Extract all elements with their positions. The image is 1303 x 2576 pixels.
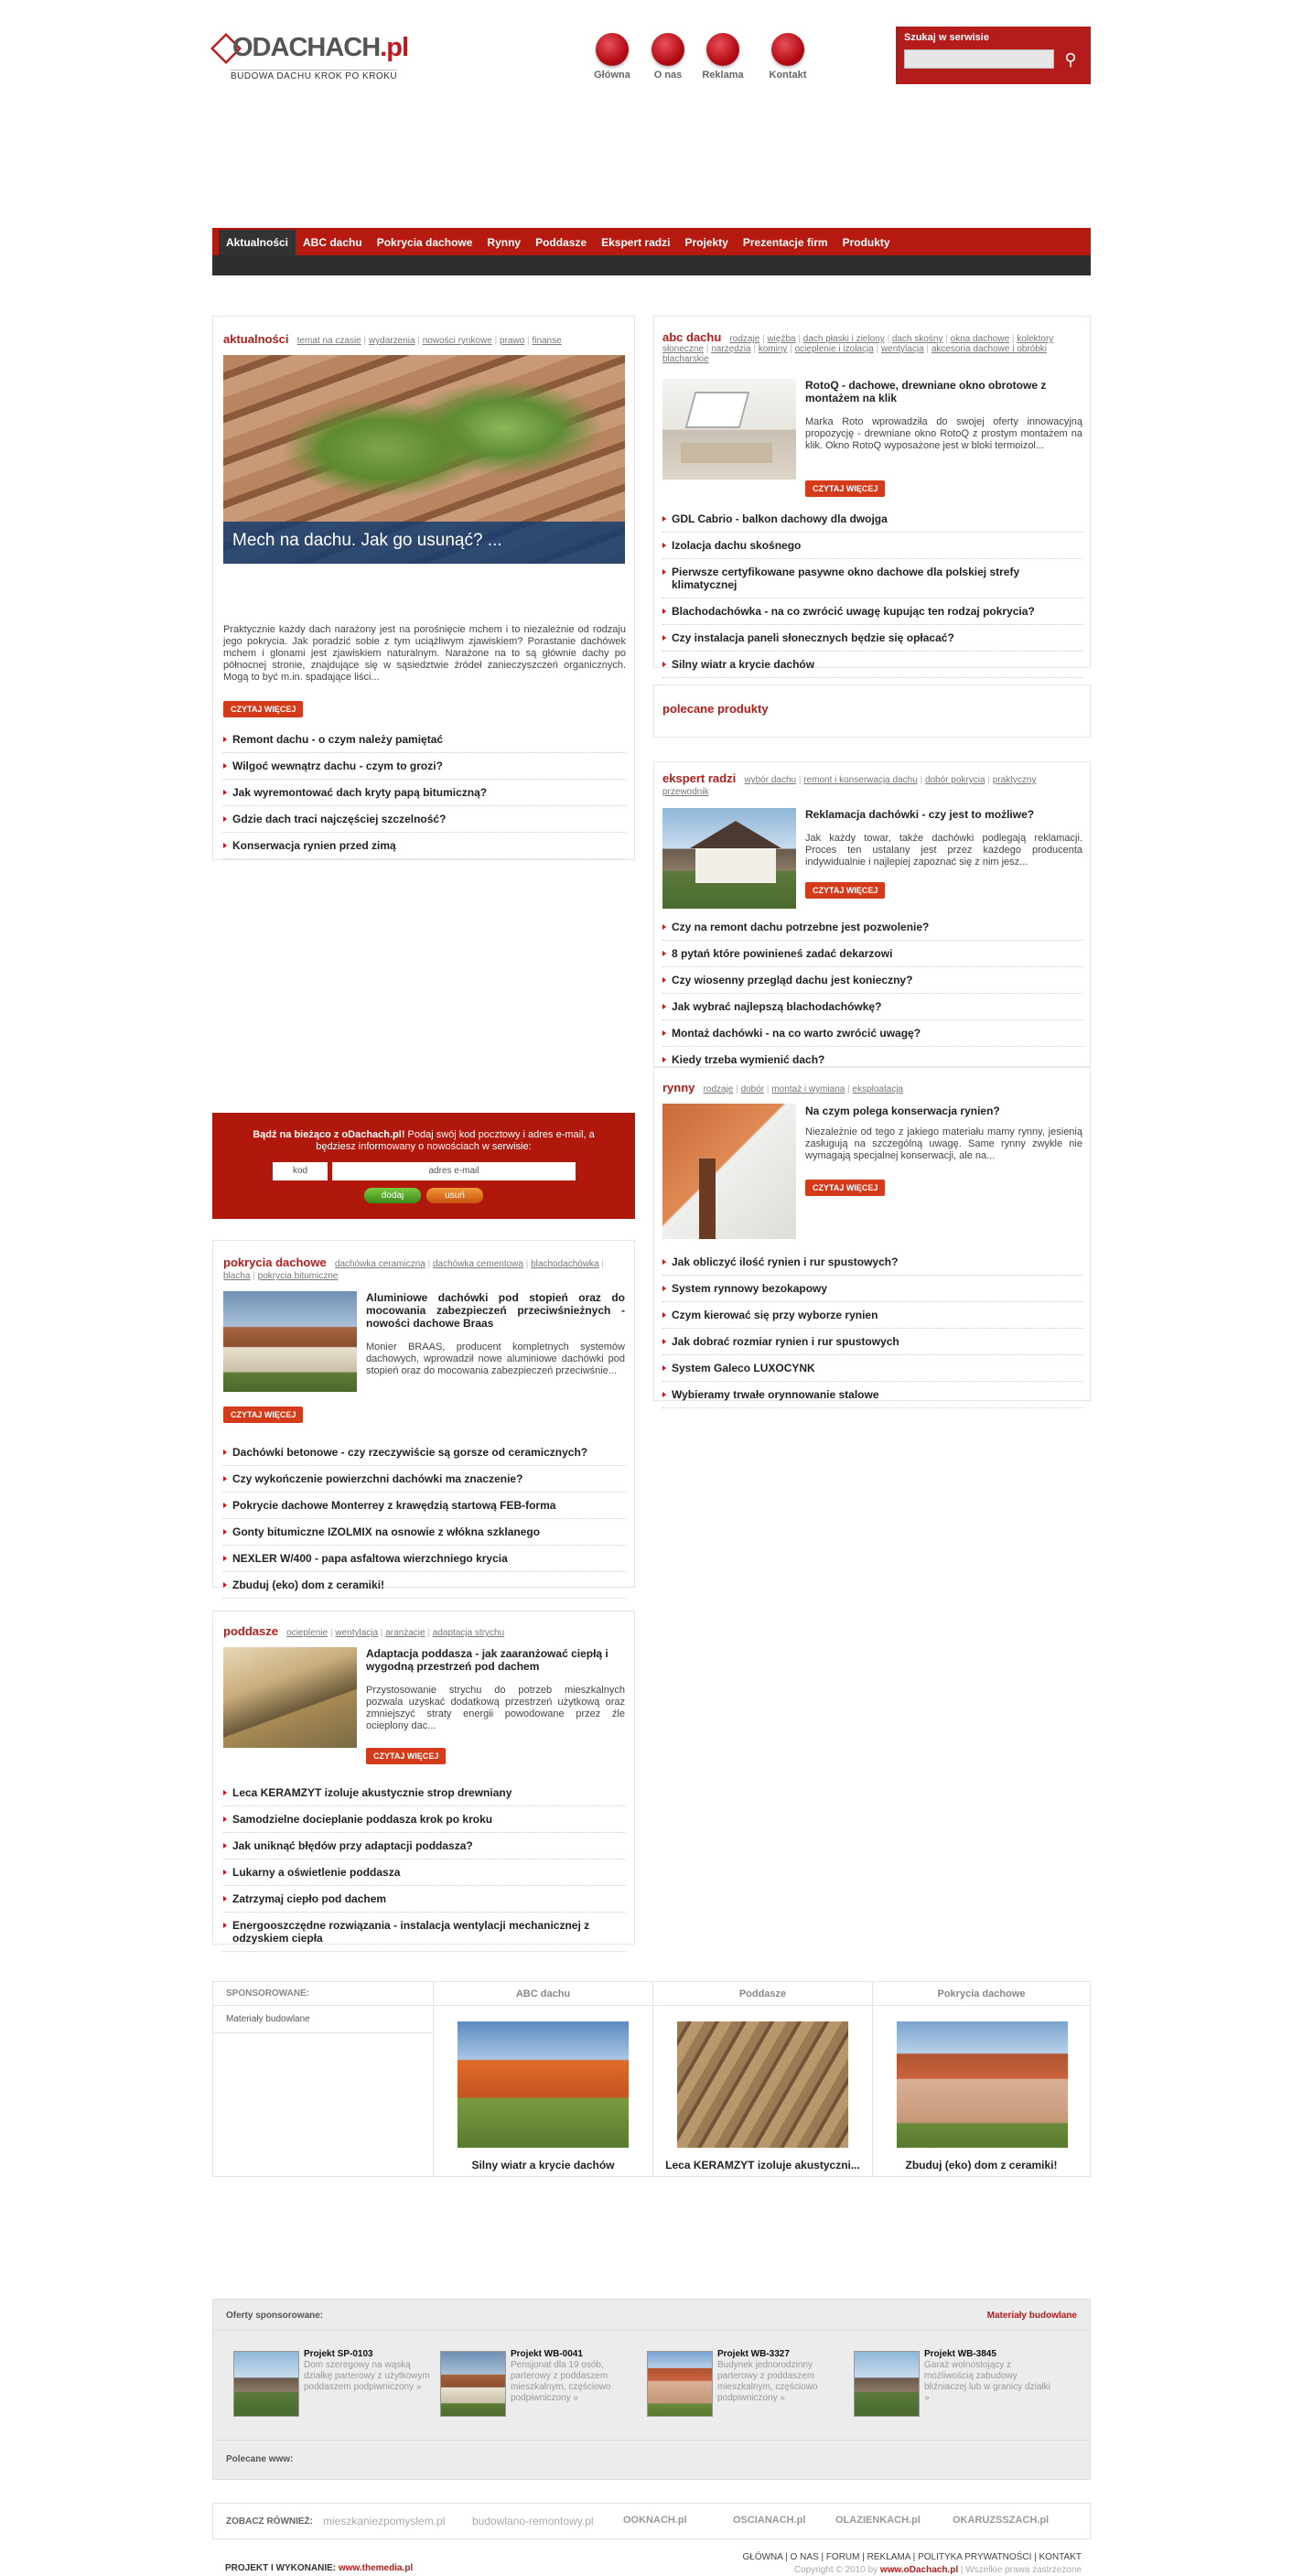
news-desc: Praktycznie każdy dach narażony jest na porośnięcie mchem i to niezależnie od rodzaju jego pokrycia. Jak poradzić sobie z tym uciążliwym zjawiskiem? Porastanie dachówek mchem i glonami jest zjawiskiem naturalnym. Narażone na to są głównie dachy po północnej stronie, znajdujące się w sąsiedztwie źródeł zanieczyszczeń organicznych. Mogą to być m.in. spadające liści... — [223, 624, 626, 683]
list-item[interactable]: Pierwsze certyfikowane pasywne okno dachowe dla polskiej strefy klimatycznej — [662, 559, 1083, 598]
news-hero-caption-bar — [223, 522, 625, 564]
sublink[interactable]: blachodachówka — [531, 1259, 599, 1269]
see-also-label: ZOBACZ RÓWNIEŻ: — [226, 2517, 313, 2527]
roofing-feature-image[interactable] — [223, 1291, 357, 1392]
list-item[interactable]: Czy wykończenie powierzchni dachówki ma znaczenie? — [223, 1466, 626, 1493]
sublink[interactable]: wentylacja — [880, 344, 924, 354]
sponsored-label: SPONSOROWANE: — [213, 1982, 433, 2006]
home-ball-icon — [596, 33, 629, 66]
list-item[interactable]: Konserwacja rynien przed zimą — [223, 833, 626, 859]
footer-link[interactable]: FORUM — [825, 2552, 860, 2562]
sublink[interactable]: temat na czasie — [296, 336, 361, 346]
gutters-panel — [653, 1067, 1091, 1401]
sponsored-image[interactable] — [897, 2021, 1068, 2148]
recommended-www-label: Polecane www: — [226, 2454, 294, 2464]
recommended-products-panel — [653, 684, 1091, 738]
search-input[interactable] — [904, 49, 1054, 69]
sublink[interactable]: kolektory słoneczne — [662, 334, 1054, 354]
expert-list — [662, 914, 1083, 1073]
attic-header — [223, 1624, 626, 1638]
mainnav-poddasze[interactable]: Poddasze — [535, 236, 587, 249]
list-item[interactable]: Energooszczędne rozwiązania - instalacja wentylacji mechanicznej z odzyskiem ciepła — [223, 1913, 626, 1952]
news-header — [223, 332, 626, 346]
nav-home[interactable]: Główna — [591, 33, 633, 82]
footer-link[interactable]: KONTAKT — [1039, 2552, 1082, 2562]
gutters-title: rynny — [662, 1081, 695, 1094]
list-item[interactable]: Czy wiosenny przegląd dachu jest konieczny? — [662, 967, 1083, 994]
sublink[interactable]: praktyczny przewodnik — [662, 775, 1037, 797]
sponsored-head: ABC dachu — [434, 1982, 652, 2006]
about-ball-icon — [652, 33, 684, 66]
gutters-list — [662, 1249, 1083, 1408]
postal-code-input[interactable]: kod — [273, 1162, 328, 1180]
offer-desc: Budynek jednorodzinny parterowy z poddaszem mieszkalnym, częściowo podpiwniczony » — [717, 2360, 818, 2403]
read-more-button[interactable]: CZYTAJ WIĘCEJ — [805, 480, 885, 497]
list-item[interactable]: Lukarny a oświetlenie poddasza — [223, 1859, 626, 1886]
footer-links: GŁÓWNA | O NAS | FORUM | REKLAMA | POLITYKA PRYWATNOŚCI | KONTAKT — [742, 2552, 1082, 2562]
offer-image[interactable] — [647, 2351, 713, 2417]
expert-panel — [653, 761, 1091, 1067]
offers-header — [213, 2300, 1090, 2331]
subscribe-button[interactable]: dodaj — [364, 1188, 421, 1203]
sublink[interactable]: blacha — [223, 1271, 251, 1281]
sublink[interactable]: wentylacja — [335, 1628, 379, 1638]
news-hero-image[interactable] — [223, 355, 625, 564]
attic-feature-desc: Przystosowanie strychu do potrzeb mieszkalnych pozwala uzyskać dodatkową przestrzeń użytkową oraz zmniejszyć straty energii powodowane przez źle ocieplony dac... — [366, 1685, 625, 1731]
roofing-list — [223, 1439, 626, 1599]
attic-title: poddasze — [223, 1624, 278, 1638]
sublink[interactable]: dach płaski i zielony — [802, 334, 885, 344]
offers-right-link[interactable]: Materiały budowlane — [986, 2311, 1077, 2321]
partner-site-link[interactable]: budowlano-remontowy.pl — [472, 2515, 594, 2527]
sublink[interactable]: ocieplenie — [286, 1628, 328, 1638]
offer-title[interactable]: Projekt WB-0041 — [511, 2349, 583, 2359]
offers-title: Oferty sponsorowane: — [226, 2311, 324, 2321]
list-item[interactable]: Jak wybrać najlepszą blachodachówkę? — [662, 994, 1083, 1020]
partner-site-link[interactable]: OOKNACH.pl — [623, 2515, 687, 2526]
search-title: Szukaj w serwisie — [904, 32, 989, 43]
list-item[interactable]: Wybieramy trwałe orynnowanie stalowe — [662, 1382, 1083, 1408]
sublink[interactable]: dachówka ceramiczna — [334, 1259, 425, 1269]
sponsored-head: Pokrycia dachowe — [873, 1982, 1090, 2006]
main-nav — [212, 228, 1091, 275]
sublink[interactable]: dobór — [740, 1084, 765, 1094]
list-item[interactable]: Zatrzymaj ciepło pod dachem — [223, 1886, 626, 1913]
list-item[interactable]: GDL Cabrio - balkon dachowy dla dwojga — [662, 506, 1083, 533]
sponsored-strip — [212, 1981, 1091, 2177]
sublink[interactable]: więźba — [767, 334, 796, 344]
read-more-button[interactable]: CZYTAJ WIĘCEJ — [223, 701, 303, 717]
footer-link[interactable]: POLITYKA PRYWATNOŚCI — [918, 2552, 1032, 2562]
sublink[interactable]: ocieplenie i izolacja — [794, 344, 874, 354]
mainnav-abc[interactable]: ABC dachu — [303, 236, 362, 249]
sublink[interactable]: montaż i wymiana — [771, 1084, 845, 1094]
sponsored-caption[interactable]: Leca KERAMZYT izoluje akustyczni... — [665, 2159, 860, 2172]
attic-feature-title[interactable]: Adaptacja poddasza - jak zaaranżować ciepłą i wygodną przestrzeń pod dachem — [366, 1647, 608, 1673]
offer-item[interactable] — [647, 2349, 848, 2422]
offer-image[interactable] — [233, 2351, 299, 2417]
list-item[interactable]: Pokrycie dachowe Monterrey z krawędzią startową FEB-forma — [223, 1493, 626, 1519]
unsubscribe-button[interactable]: usuń — [426, 1188, 483, 1203]
partner-site-link[interactable]: OLAZIENKACH.pl — [835, 2515, 921, 2526]
offer-title[interactable]: Projekt WB-3327 — [717, 2349, 790, 2359]
logo-name: ODACHACH.pl — [232, 33, 409, 62]
roofing-header — [223, 1257, 626, 1282]
list-item[interactable]: Jak wyremontować dach kryty papą bitumiczną? — [223, 780, 626, 806]
made-by-link[interactable]: www.themedia.pl — [338, 2563, 414, 2573]
mainnav-pokrycia[interactable]: Pokrycia dachowe — [376, 236, 473, 249]
abc-feature-image[interactable] — [662, 379, 796, 480]
logo-tagline: BUDOWA DACHU KROK PO KROKU — [231, 71, 398, 81]
list-item[interactable]: Montaż dachówki - na co warto zwrócić uwagę? — [662, 1020, 1083, 1047]
mainnav-produkty[interactable]: Produkty — [842, 236, 890, 249]
offer-desc: Dom szeregowy na wąską działkę parterowy z użytkowym poddaszem podpiwniczony » — [304, 2360, 430, 2392]
abc-header — [662, 332, 1083, 364]
sublink[interactable]: wydarzenia — [368, 336, 415, 346]
list-item[interactable]: 8 pytań które powinieneś zadać dekarzowi — [662, 941, 1083, 967]
sponsored-caption[interactable]: Silny wiatr a krycie dachów — [471, 2159, 615, 2172]
abc-title: abc dachu — [662, 330, 722, 344]
expert-feature-desc: Jak każdy towar, także dachówki podlegają reklamacji. Proces ten ustalany jest przez każdego producenta indywidualnie i najlepiej zapoznać się z nim jesz... — [805, 833, 1082, 868]
made-by: PROJEKT I WYKONANIE: www.themedia.pl — [225, 2563, 414, 2573]
list-item[interactable]: Izolacja dachu skośnego — [662, 533, 1083, 559]
news-hero-caption[interactable]: Mech na dachu. Jak go usunąć? ... — [232, 531, 502, 550]
sublink[interactable]: wybór dachu — [744, 775, 797, 785]
partner-site-link[interactable]: OKARUZSSZACH.pl — [953, 2515, 1050, 2526]
offer-desc: Garaż wolnostojący z możliwością zabudowy bliźniaczej lub w granicy działki » — [924, 2360, 1050, 2403]
read-more-button[interactable]: CZYTAJ WIĘCEJ — [805, 1180, 885, 1196]
nav-ads[interactable]: Reklama — [697, 33, 748, 82]
news-sublinks: temat na czasie | wydarzenia | nowości rynkowe | prawo | finanse — [296, 336, 562, 346]
list-item[interactable]: Czy instalacja paneli słonecznych będzie się opłacać? — [662, 625, 1083, 652]
list-item[interactable]: System Galeco LUXOCYNK — [662, 1355, 1083, 1382]
sublink[interactable]: dobór pokrycia — [924, 775, 985, 785]
roofing-feature-title[interactable]: Aluminiowe dachówki pod stopień oraz do mocowania zabezpieczeń przeciwśnieżnych - nowości dachowe Braas — [366, 1291, 625, 1330]
footer-link[interactable]: REKLAMA — [867, 2552, 910, 2562]
gutters-sublinks: rodzaje | dobór | montaż i wymiana | eksploatacja — [703, 1084, 904, 1094]
list-item[interactable]: NEXLER W/400 - papa asfaltowa wierzchniego krycia — [223, 1546, 626, 1572]
list-item[interactable]: Czy na remont dachu potrzebne jest pozwolenie? — [662, 914, 1083, 941]
sublink[interactable]: rodzaje — [729, 334, 760, 344]
offer-desc: Pensjonat dla 19 osób, parterowy z poddaszem mieszkalnym, częściowo podpiwniczony » — [511, 2360, 611, 2403]
sublink[interactable]: remont i konserwacja dachu — [803, 775, 918, 785]
copyright: Copyright © 2010 by www.oDachach.pl | Wszelkie prawa zastrzeżone — [793, 2565, 1082, 2575]
sponsored-item[interactable] — [872, 1982, 1090, 2176]
abc-list — [662, 506, 1083, 678]
nav-about[interactable]: O nas — [647, 33, 689, 82]
newsletter-box — [212, 1113, 635, 1219]
sublink[interactable]: okna dachowe — [950, 334, 1010, 344]
roofing-sublinks: dachówka ceramiczna | dachówka cementowa | blachodachówka | blacha | pokrycia bitumiczne — [223, 1259, 605, 1281]
list-item[interactable]: Gdzie dach traci najczęściej szczelność? — [223, 806, 626, 833]
expert-feature-title[interactable]: Reklamacja dachówki - czy jest to możliwe? — [805, 808, 1035, 821]
sponsored-item[interactable] — [652, 1982, 872, 2176]
sponsored-label-col — [213, 1982, 433, 2176]
offer-item[interactable] — [440, 2349, 641, 2422]
expert-sublinks: wybór dachu | remont i konserwacja dachu | dobór pokrycia | praktyczny przewodnik — [662, 775, 1037, 797]
sublink[interactable]: adaptacja strychu — [432, 1628, 505, 1638]
recommended-www — [213, 2440, 1090, 2480]
sublink[interactable]: finanse — [532, 336, 562, 346]
expert-title: ekspert radzi — [662, 771, 737, 785]
attic-list — [223, 1780, 626, 1952]
sublink[interactable]: rodzaje — [703, 1084, 734, 1094]
list-item[interactable]: Jak dobrać rozmiar rynien i rur spustowych — [662, 1329, 1083, 1355]
read-more-button[interactable]: CZYTAJ WIĘCEJ — [805, 882, 885, 899]
abc-panel — [653, 316, 1091, 671]
offers-box — [212, 2299, 1091, 2480]
attic-panel — [212, 1611, 635, 1945]
expert-feature-image[interactable] — [662, 808, 796, 909]
sponsored-item[interactable] — [433, 1982, 652, 2176]
offer-image[interactable] — [854, 2351, 920, 2417]
site-footer — [212, 2549, 1091, 2576]
news-panel — [212, 316, 635, 860]
mainnav-projekty[interactable]: Projekty — [684, 236, 728, 249]
sublink[interactable]: narzędzia — [711, 344, 751, 354]
abc-feature-title[interactable]: RotoQ - dachowe, drewniane okno obrotowe z montażem na klik — [805, 379, 1047, 404]
search-box — [896, 27, 1091, 84]
gutters-feature-image[interactable] — [662, 1104, 796, 1239]
sublink[interactable]: nowości rynkowe — [422, 336, 492, 346]
list-item[interactable]: Leca KERAMZYT izoluje akustycznie strop drewniany — [223, 1780, 626, 1806]
list-item[interactable]: Wilgoć wewnątrz dachu - czym to grozi? — [223, 753, 626, 780]
list-item[interactable]: Remont dachu - o czym należy pamiętać — [223, 727, 626, 753]
sublink[interactable]: aranżacje — [385, 1628, 425, 1638]
offer-image[interactable] — [440, 2351, 506, 2417]
list-item[interactable]: Samodzielne docieplanie poddasza krok po kroku — [223, 1806, 626, 1833]
partner-site-link[interactable]: mieszkaniezpomyslem.pl — [323, 2515, 446, 2527]
email-input[interactable]: adres e-mail — [332, 1162, 576, 1180]
list-item[interactable]: Zbuduj (eko) dom z ceramiki! — [223, 1572, 626, 1599]
mainnav-rynny[interactable]: Rynny — [487, 236, 522, 249]
roofing-feature-desc: Monier BRAAS, producent kompletnych systemów dachowych, wprowadził nowe aluminiowe dachówki pod stopień oraz do mocowania zabezpieczeń przeciwśnie... — [366, 1342, 625, 1376]
sublink[interactable]: akcesoria dachowe i obróbki blacharskie — [662, 344, 1047, 364]
news-list — [223, 727, 626, 859]
sublink[interactable]: pokrycia bitumiczne — [257, 1271, 339, 1281]
list-item[interactable]: System rynnowy bezokapowy — [662, 1276, 1083, 1302]
see-also-bar — [212, 2503, 1091, 2539]
offer-item[interactable] — [854, 2349, 1055, 2422]
gutters-feature-desc: Niezależnie od tego z jakiego materiału mamy rynny, jesienią zasługują na szczególną uwagę. Same rynny zwykle nie wymagają specjalnej konserwacji, ale na... — [805, 1126, 1082, 1161]
expert-header — [662, 773, 1083, 798]
site-logo[interactable] — [212, 33, 425, 86]
sublink[interactable]: dach skośny — [891, 334, 943, 344]
list-item[interactable]: Jak uniknąć błędów przy adaptacji poddasza? — [223, 1833, 626, 1859]
list-item[interactable]: Silny wiatr a krycie dachów — [662, 652, 1083, 678]
sponsored-image[interactable] — [677, 2021, 848, 2148]
list-item[interactable]: Blachodachówka - na co zwrócić uwagę kupując ten rodzaj pokrycia? — [662, 598, 1083, 625]
mainnav-aktualnosci[interactable]: Aktualności — [219, 230, 296, 255]
abc-sublinks: rodzaje | więźba | dach płaski i zielony | dach skośny | okna dachowe | kolektory słoneczne | narzędzia | kominy | ocieplenie i izolacja | wentylacja | akcesoria dachowe i obróbki blacharskie — [662, 334, 1054, 364]
gutters-feature-title[interactable]: Na czym polega konserwacja rynien? — [805, 1105, 1000, 1117]
contact-ball-icon — [771, 33, 804, 66]
mainnav-ekspert[interactable]: Ekspert radzi — [601, 236, 671, 249]
footer-link[interactable]: O NAS — [790, 2552, 819, 2562]
footer-link[interactable]: GŁÓWNA — [742, 2552, 783, 2562]
read-more-button[interactable]: CZYTAJ WIĘCEJ — [366, 1748, 446, 1764]
list-item[interactable]: Jak obliczyć ilość rynien i rur spustowych? — [662, 1249, 1083, 1276]
list-item[interactable]: Czym kierować się przy wyborze rynien — [662, 1302, 1083, 1329]
sublink[interactable]: dachówka cementowa — [433, 1259, 523, 1269]
sponsored-image[interactable] — [458, 2021, 629, 2148]
attic-sublinks: ocieplenie | wentylacja | aranżacje | adaptacja strychu — [286, 1628, 505, 1638]
attic-feature-image[interactable] — [223, 1647, 357, 1748]
roofing-title: pokrycia dachowe — [223, 1256, 327, 1269]
offer-title[interactable]: Projekt SP-0103 — [304, 2349, 373, 2359]
nav-contact[interactable]: Kontakt — [763, 33, 813, 82]
search-icon[interactable]: ⚲ — [1064, 50, 1077, 69]
list-item[interactable]: Dachówki betonowe - czy rzeczywiście są gorsze od ceramicznych? — [223, 1439, 626, 1466]
abc-feature-desc: Marka Roto wprowadziła do swojej oferty innowacyjną propozycję - drewniane okno RotoQ z prostym montażem na klik. Okno RotoQ wyposażone jest w bloki termoizol... — [805, 416, 1082, 451]
sponsored-head: Poddasze — [653, 1982, 872, 2006]
sublink[interactable]: eksploatacja — [852, 1084, 904, 1094]
news-title: aktualności — [223, 332, 289, 346]
read-more-button[interactable]: CZYTAJ WIĘCEJ — [223, 1407, 303, 1423]
sponsored-link[interactable]: Materiały budowlane — [213, 2006, 433, 2033]
sublink[interactable]: prawo — [500, 336, 525, 346]
mainnav-prezentacje[interactable]: Prezentacje firm — [742, 236, 828, 249]
partner-site-link[interactable]: OSCIANACH.pl — [733, 2515, 806, 2526]
sponsored-caption[interactable]: Zbuduj (eko) dom z ceramiki! — [905, 2159, 1058, 2172]
offer-item[interactable] — [233, 2349, 435, 2422]
sublink[interactable]: kominy — [758, 344, 788, 354]
list-item[interactable]: Kiedy trzeba wymienić dach? — [662, 1047, 1083, 1073]
offer-title[interactable]: Projekt WB-3845 — [924, 2349, 996, 2359]
roofing-panel — [212, 1240, 635, 1591]
newsletter-text: Bądź na bieżąco z oDachach.pl! Podaj swój kod pocztowy i adres e-mail, a będziesz informowany o nowościach w serwisie: — [253, 1129, 595, 1152]
ads-ball-icon — [706, 33, 739, 66]
list-item[interactable]: Gonty bitumiczne IZOLMIX na osnowie z włókna szklanego — [223, 1519, 626, 1546]
gutters-header — [662, 1081, 1083, 1094]
recommended-title: polecane produkty — [662, 702, 769, 716]
